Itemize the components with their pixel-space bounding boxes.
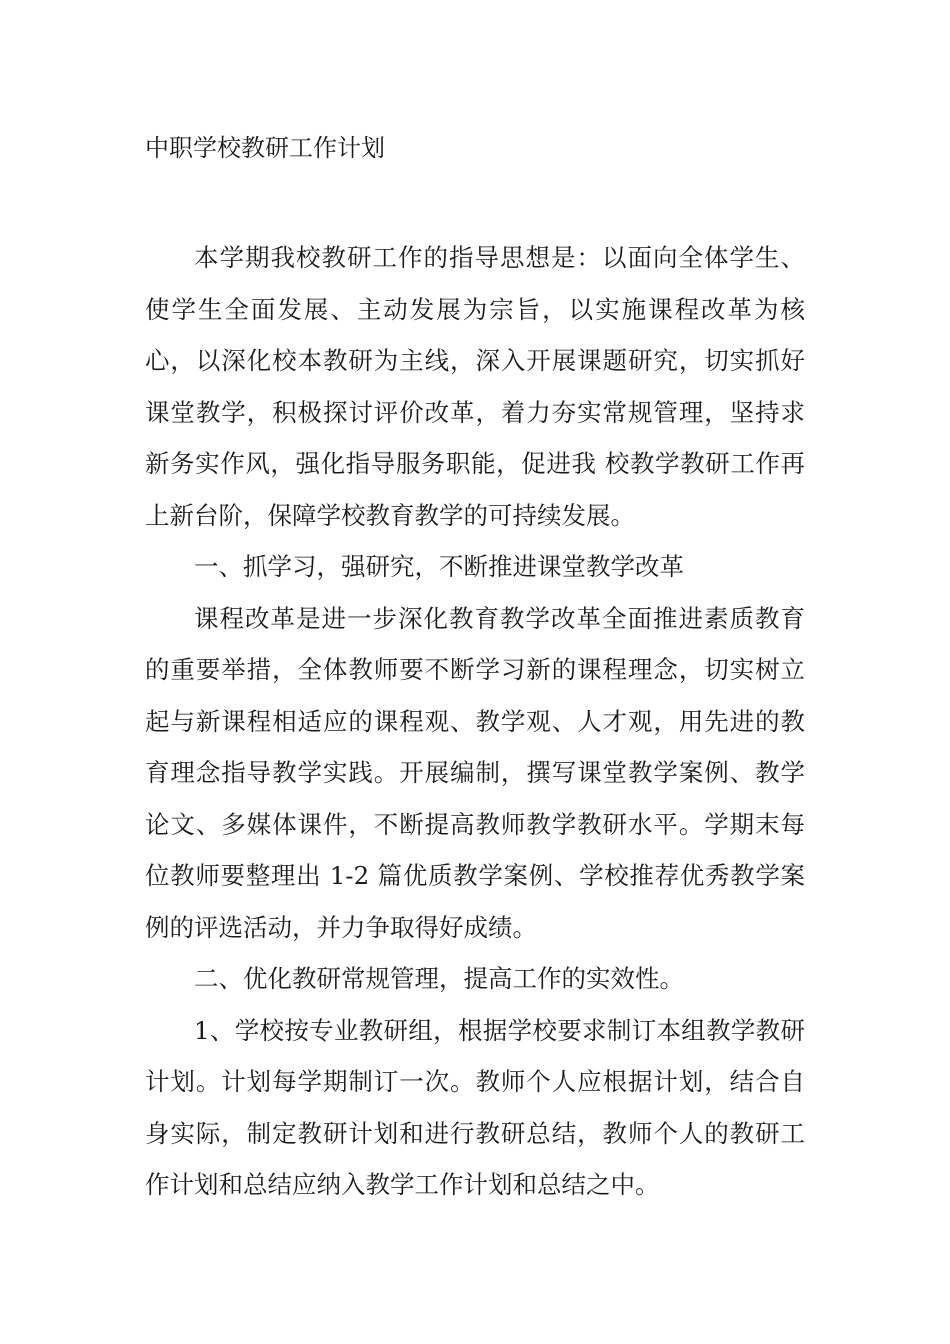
paragraph-guiding-ideology: 本学期我校教研工作的指导思想是：以面向全体学生、使学生全面发展、主动发展为宗旨，以实施课程改革为核心，以深化校本教研为主线，深入开展课题研究，切实抓好课堂教学，积极探讨评价改革，着力夯实常规管理，坚持求新务实作风，强化指导服务职能，促进我 校教学教研工作再上新台阶，保障学校教育教学的可持续发展。 [145,243,805,530]
paragraph-item-one: 1、学校按专业教研组，根据学校要求制订本组教学教研计划。计划每学期制订一次。教师个人应根据计划，结合自身实际，制定教研计划和进行教研总结，教师个人的教研工作计划和总结应纳入教学工作计划和总结之中。 [145,1015,805,1199]
section-heading-one: 一、抓学习，强研究，不断推进课堂教学改革 [194,552,684,581]
document-body [145,232,805,1211]
section-heading-two: 二、优化教研常规管理，提高工作的实效性。 [194,964,684,993]
paragraph-curriculum-reform: 课程改革是进一步深化教育教学改革全面推进素质教育的重要举措，全体教师要不断学习新的课程理念，切实树立起与新课程相适应的课程观、教学观、人才观，用先进的教育理念指导教学实践。开展编制，撰写课堂教学案例、教学论文、多媒体课件，不断提高教师教学教研水平。学期末每位教师要整理出 1-2 篇优质教学案例、学校推荐优秀教学案例的评选活动，并力争取得好成绩。 [145,603,805,942]
document-title: 中职学校教研工作计划 [145,134,385,162]
